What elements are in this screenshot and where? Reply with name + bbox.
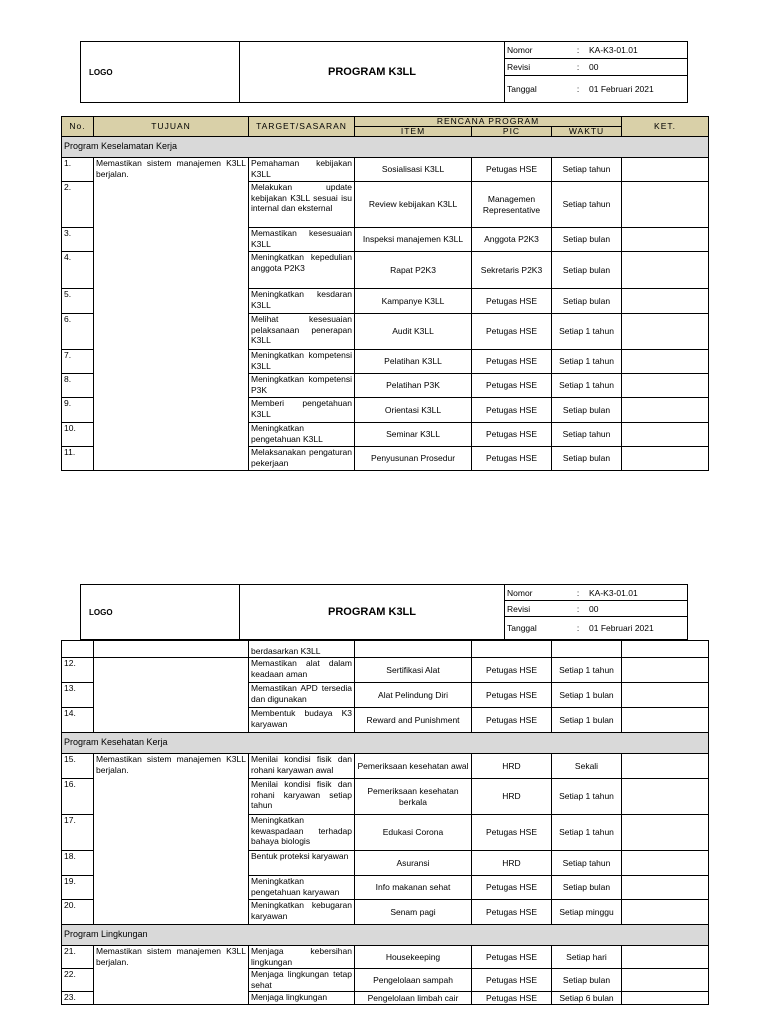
row-no: 5. xyxy=(62,289,94,314)
nomor-label: Nomor xyxy=(505,42,570,59)
row-target: Menjaga lingkungan xyxy=(249,992,355,1005)
row-ket xyxy=(622,815,709,851)
doc-header-1 xyxy=(80,41,688,103)
row-target: Memastikan APD tersedia dan digunakan xyxy=(249,683,355,708)
row-target: Melaksanakan pengaturan pekerjaan xyxy=(249,447,355,471)
tanggal-label: Tanggal xyxy=(505,76,570,103)
row-item: Senam pagi xyxy=(355,900,472,925)
row-pic: Petugas HSE xyxy=(472,374,552,398)
row-pic: Petugas HSE xyxy=(472,815,552,851)
row-no: 7. xyxy=(62,350,94,374)
tanggal-label: Tanggal xyxy=(505,617,570,640)
logo: LOGO xyxy=(81,42,240,103)
doc-header-2 xyxy=(80,584,688,640)
row-target: Melihat kesesuaian pelaksanaan penerapan K3LL xyxy=(249,314,355,350)
section-lingkungan: Program Lingkungan xyxy=(62,925,709,946)
row-no: 22. xyxy=(62,969,94,992)
row-item: Info makanan sehat xyxy=(355,876,472,900)
row-no: 9. xyxy=(62,398,94,423)
col-waktu: WAKTU xyxy=(552,127,622,137)
section-row xyxy=(62,733,709,754)
row-target: Meningkatkan kompetensi K3LL xyxy=(249,350,355,374)
row-ket xyxy=(622,398,709,423)
row-target: Menjaga kebersihan lingkungan xyxy=(249,946,355,969)
section-row xyxy=(62,925,709,946)
row-waktu: Setiap bulan xyxy=(552,398,622,423)
row-waktu: Setiap bulan xyxy=(552,876,622,900)
row-no: 1. xyxy=(62,158,94,182)
row-ket xyxy=(622,447,709,471)
row-no: 10. xyxy=(62,423,94,447)
row-item: Pemeriksaan kesehatan berkala xyxy=(355,779,472,815)
logo: LOGO xyxy=(81,585,240,640)
row-pic: Petugas HSE xyxy=(472,876,552,900)
row-pic: Petugas HSE xyxy=(472,992,552,1005)
row-ket xyxy=(622,350,709,374)
row-item: Rapat P2K3 xyxy=(355,252,472,289)
row-waktu: Setiap 1 bulan xyxy=(552,683,622,708)
row-no: 17. xyxy=(62,815,94,851)
row-ket xyxy=(622,658,709,683)
row-pic: Petugas HSE xyxy=(472,158,552,182)
row-no: 15. xyxy=(62,754,94,779)
row-item: Review kebijakan K3LL xyxy=(355,182,472,228)
row-waktu: Setiap tahun xyxy=(552,423,622,447)
row-pic: Petugas HSE xyxy=(472,423,552,447)
row-target: Bentuk proteksi karyawan xyxy=(249,851,355,876)
row-pic: Petugas HSE xyxy=(472,350,552,374)
row-ket xyxy=(622,314,709,350)
page-title: PROGRAM K3LL xyxy=(240,42,505,103)
row-item: Inspeksi manajemen K3LL xyxy=(355,228,472,252)
row-target: Meningkatkan kepedulian anggota P2K3 xyxy=(249,252,355,289)
row-waktu: Setiap 1 tahun xyxy=(552,350,622,374)
tanggal-value: 01 Februari 2021 xyxy=(587,76,688,103)
row-waktu: Setiap bulan xyxy=(552,447,622,471)
col-item: ITEM xyxy=(355,127,472,137)
row-tujuan: Memastikan sistem manajemen K3LL berjalan. xyxy=(94,158,249,471)
row-no: 4. xyxy=(62,252,94,289)
row-item: Asuransi xyxy=(355,851,472,876)
row-ket xyxy=(622,754,709,779)
row-ket xyxy=(622,374,709,398)
table-row xyxy=(62,658,709,683)
row-target: Menilai kondisi fisik dan rohani karyawan awal xyxy=(249,754,355,779)
row-ket xyxy=(622,423,709,447)
row-waktu: Setiap bulan xyxy=(552,289,622,314)
row-ket xyxy=(622,992,709,1005)
row-no: 2. xyxy=(62,182,94,228)
row-no: 11. xyxy=(62,447,94,471)
row-item: Kampanye K3LL xyxy=(355,289,472,314)
row-target: Menjaga lingkungan tetap sehat xyxy=(249,969,355,992)
row-pic: Anggota P2K3 xyxy=(472,228,552,252)
row-item: Sosialisasi K3LL xyxy=(355,158,472,182)
row-no: 21. xyxy=(62,946,94,969)
row-ket xyxy=(622,182,709,228)
row-pic: Petugas HSE xyxy=(472,398,552,423)
row-item: Alat Pelindung Diri xyxy=(355,683,472,708)
revisi-label: Revisi xyxy=(505,601,570,617)
col-pic: PIC xyxy=(472,127,552,137)
row-no: 6. xyxy=(62,314,94,350)
row-waktu: Setiap hari xyxy=(552,946,622,969)
row-item: Edukasi Corona xyxy=(355,815,472,851)
colon: : xyxy=(569,601,587,617)
row-pic: HRD xyxy=(472,779,552,815)
col-ket: KET. xyxy=(622,117,709,137)
row-target: Memberi pengetahuan K3LL xyxy=(249,398,355,423)
row-item: Sertifikasi Alat xyxy=(355,658,472,683)
row-no: 19. xyxy=(62,876,94,900)
row-ket xyxy=(622,252,709,289)
row-target: Meningkatkan pengetahuan karyawan xyxy=(249,876,355,900)
row-item: Pelatihan P3K xyxy=(355,374,472,398)
row-pic: Sekretaris P2K3 xyxy=(472,252,552,289)
cont-ket xyxy=(622,641,709,658)
row-target: Memastikan kesesuaian K3LL xyxy=(249,228,355,252)
row-tujuan xyxy=(94,658,249,733)
row-item: Orientasi K3LL xyxy=(355,398,472,423)
row-ket xyxy=(622,946,709,969)
program-table-1 xyxy=(61,116,709,471)
colon: : xyxy=(569,59,587,76)
row-target: Membentuk budaya K3 karyawan xyxy=(249,708,355,733)
nomor-value: KA-K3-01.01 xyxy=(587,42,688,59)
row-ket xyxy=(622,969,709,992)
row-target: Meningkatkan kebugaran karyawan xyxy=(249,900,355,925)
row-tujuan: Memastikan sistem manajemen K3LL berjalan. xyxy=(94,946,249,1005)
row-no: 14. xyxy=(62,708,94,733)
row-pic: Managemen Representative xyxy=(472,182,552,228)
row-ket xyxy=(622,158,709,182)
row-waktu: Setiap 1 tahun xyxy=(552,658,622,683)
row-pic: Petugas HSE xyxy=(472,683,552,708)
cont-no xyxy=(62,641,94,658)
row-no: 20. xyxy=(62,900,94,925)
row-waktu: Setiap 1 bulan xyxy=(552,708,622,733)
row-target: Memastikan alat dalam keadaan aman xyxy=(249,658,355,683)
row-ket xyxy=(622,683,709,708)
row-waktu: Setiap tahun xyxy=(552,851,622,876)
row-item: Pengelolaan sampah xyxy=(355,969,472,992)
revisi-value: 00 xyxy=(587,601,688,617)
cont-pic xyxy=(472,641,552,658)
row-target: Melakukan update kebijakan K3LL sesuai isu internal dan eksternal xyxy=(249,182,355,228)
colon: : xyxy=(569,617,587,640)
row-pic: Petugas HSE xyxy=(472,969,552,992)
row-ket xyxy=(622,851,709,876)
row-item: Pengelolaan limbah cair xyxy=(355,992,472,1005)
row-no: 8. xyxy=(62,374,94,398)
cont-target: berdasarkan K3LL xyxy=(249,641,355,658)
nomor-label: Nomor xyxy=(505,585,570,601)
row-target: Menilai kondisi fisik dan rohani karyawan setiap tahun xyxy=(249,779,355,815)
row-ket xyxy=(622,779,709,815)
row-no: 13. xyxy=(62,683,94,708)
col-tujuan: TUJUAN xyxy=(94,117,249,137)
row-pic: Petugas HSE xyxy=(472,946,552,969)
section-keselamatan: Program Keselamatan Kerja xyxy=(62,137,709,158)
col-no: No. xyxy=(62,117,94,137)
row-waktu: Setiap tahun xyxy=(552,182,622,228)
row-ket xyxy=(622,876,709,900)
row-no: 12. xyxy=(62,658,94,683)
row-pic: HRD xyxy=(472,851,552,876)
page-title: PROGRAM K3LL xyxy=(240,585,505,640)
row-target: Meningkatkan kesdaran K3LL xyxy=(249,289,355,314)
row-target: Meningkatkan kompetensi P3K xyxy=(249,374,355,398)
row-pic: Petugas HSE xyxy=(472,658,552,683)
row-ket xyxy=(622,900,709,925)
row-pic: Petugas HSE xyxy=(472,289,552,314)
row-no: 23. xyxy=(62,992,94,1005)
colon: : xyxy=(569,585,587,601)
row-item: Pemeriksaan kesehatan awal xyxy=(355,754,472,779)
row-waktu: Setiap bulan xyxy=(552,228,622,252)
row-waktu: Setiap 1 tahun xyxy=(552,779,622,815)
row-no: 16. xyxy=(62,779,94,815)
row-pic: Petugas HSE xyxy=(472,708,552,733)
row-no: 3. xyxy=(62,228,94,252)
row-waktu: Setiap bulan xyxy=(552,969,622,992)
table-row xyxy=(62,754,709,779)
col-target: TARGET/SASARAN xyxy=(249,117,355,137)
row-waktu: Sekali xyxy=(552,754,622,779)
row-pic: Petugas HSE xyxy=(472,900,552,925)
row-waktu: Setiap tahun xyxy=(552,158,622,182)
row-target: Meningkatkan kewaspadaan terhadap bahaya biologis xyxy=(249,815,355,851)
cont-waktu xyxy=(552,641,622,658)
row-item: Reward and Punishment xyxy=(355,708,472,733)
revisi-value: 00 xyxy=(587,59,688,76)
col-rencana: RENCANA PROGRAM xyxy=(355,117,622,127)
row-waktu: Setiap bulan xyxy=(552,252,622,289)
row-no: 18. xyxy=(62,851,94,876)
row-item: Penyusunan Prosedur xyxy=(355,447,472,471)
row-ket xyxy=(622,289,709,314)
colon: : xyxy=(569,42,587,59)
row-waktu: Setiap 1 tahun xyxy=(552,374,622,398)
row-item: Seminar K3LL xyxy=(355,423,472,447)
row-item: Pelatihan K3LL xyxy=(355,350,472,374)
cont-tujuan xyxy=(94,641,249,658)
row-waktu: Setiap minggu xyxy=(552,900,622,925)
row-ket xyxy=(622,708,709,733)
row-target: Meningkatkan pengetahuan K3LL xyxy=(249,423,355,447)
tanggal-value: 01 Februari 2021 xyxy=(587,617,688,640)
row-item: Audit K3LL xyxy=(355,314,472,350)
row-waktu: Setiap 1 tahun xyxy=(552,314,622,350)
row-waktu: Setiap 6 bulan xyxy=(552,992,622,1005)
row-waktu: Setiap 1 tahun xyxy=(552,815,622,851)
row-pic: HRD xyxy=(472,754,552,779)
row-item: Housekeeping xyxy=(355,946,472,969)
row-ket xyxy=(622,228,709,252)
cont-item xyxy=(355,641,472,658)
colon: : xyxy=(569,76,587,103)
table-row xyxy=(62,946,709,969)
revisi-label: Revisi xyxy=(505,59,570,76)
row-tujuan: Memastikan sistem manajemen K3LL berjalan. xyxy=(94,754,249,925)
section-kesehatan: Program Kesehatan Kerja xyxy=(62,733,709,754)
row-target: Pemahaman kebijakan K3LL xyxy=(249,158,355,182)
row-pic: Petugas HSE xyxy=(472,314,552,350)
nomor-value: KA-K3-01.01 xyxy=(587,585,688,601)
table-row xyxy=(62,158,709,182)
program-table-2 xyxy=(61,640,709,1005)
row-pic: Petugas HSE xyxy=(472,447,552,471)
